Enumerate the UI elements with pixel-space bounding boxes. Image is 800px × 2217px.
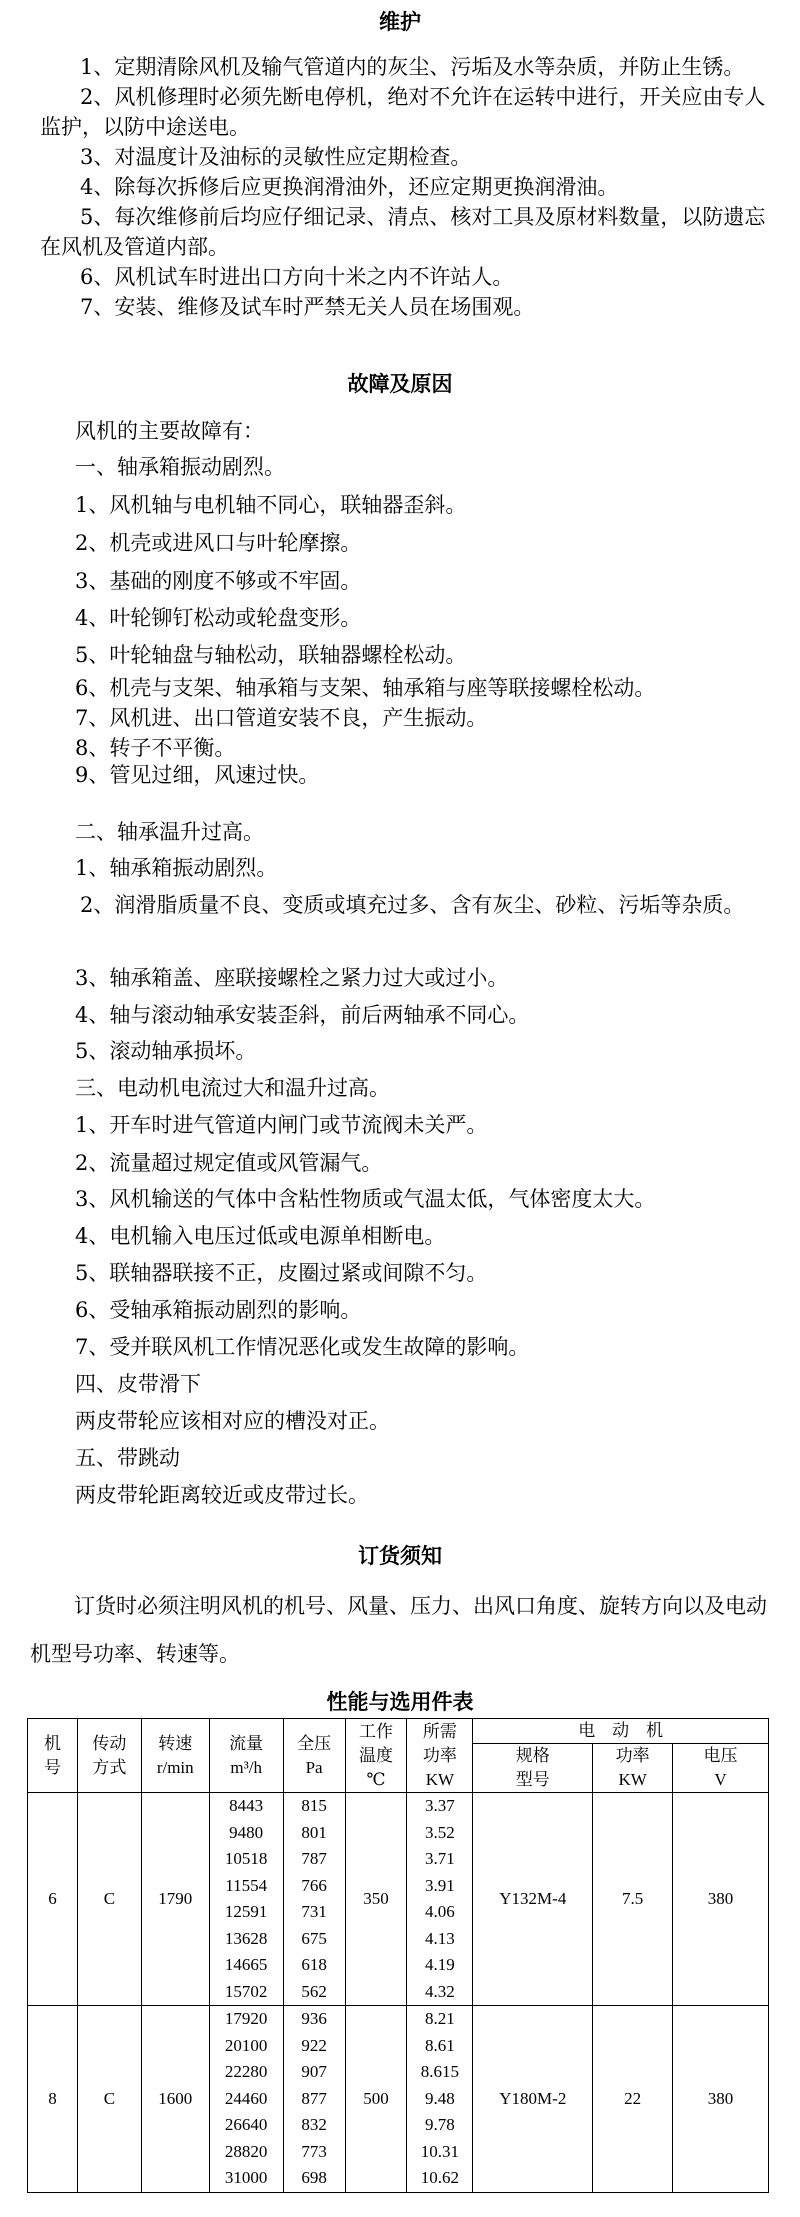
fault-item: 两皮带轮应该相对应的槽没对正。 [75,1409,390,1433]
cell-power-value: 4.06 [425,1902,455,1921]
ordering-text [30,1582,775,1678]
cell-motor-model: Y132M-4 [473,1793,593,2006]
maintenance-item: 1、定期清除风机及输气管道内的灰尘、污垢及水等杂质，并防止生锈。 [80,55,745,79]
fault-item: 2、机壳或进风口与叶轮摩擦。 [75,531,362,555]
cell-flow-value: 8443 [229,1796,264,1815]
header-text: 功率 [615,1746,650,1765]
cell-flow-value: 9480 [229,1822,264,1842]
cell-pressure-value: 815 [301,1796,327,1815]
cell-flow-value: 17920 [224,2009,268,2028]
cell-motor-model: Y180M-2 [473,2006,593,2193]
cell-pressure-value: 773 [301,2141,327,2161]
header-motor-power [593,1744,673,1793]
header-speed [141,1719,209,1793]
header-text: 功率 [422,1745,457,1765]
cell-temp: 500 [345,2006,407,2193]
cell-pressure-value: 936 [301,2009,327,2028]
header-power [407,1719,473,1793]
cell-flow-value: 26640 [224,2115,268,2134]
maintenance-item: 2、风机修理时必须先断电停机，绝对不允许在运转中进行，开关应由专人监护，以防中途送电。 [40,85,766,139]
cell-power-value: 10.62 [420,2168,460,2187]
cell-power-value: 8.615 [420,2062,460,2081]
header-text: 转速 [158,1733,193,1753]
fault-item: 4、轴与滚动轴承安装歪斜，前后两轴承不同心。 [75,1003,530,1027]
maintenance-item: 4、除每次拆修后应更换润滑油外，还应定期更换润滑油。 [80,175,619,199]
ordering-paragraph: 订货时必须注明风机的机号、风量、压力、出风口角度、旋转方向以及电动机型号功率、转速等。 [30,1594,767,1666]
cell-pressure [283,2006,345,2193]
faults-intro: 风机的主要故障有： [75,419,264,443]
cell-pressure-value: 922 [301,2035,327,2055]
cell-flow [209,1793,283,2006]
header-text: 所需 [422,1721,457,1741]
cell-power-value: 9.78 [425,2115,455,2134]
fault-section-heading: 五、带跳动 [75,1446,180,1470]
cell-power-value: 3.52 [425,1822,455,1842]
cell-motor-power: 22 [593,2006,673,2193]
header-text: ℃ [366,1769,386,1789]
fault-item: 1、风机轴与电机轴不同心，联轴器歪斜。 [75,493,467,517]
header-motor-model [473,1744,593,1793]
cell-power-value: 4.13 [425,1928,455,1948]
fault-item: 3、基础的刚度不够或不牢固。 [75,569,362,593]
fault-item: 5、联轴器联接不正，皮圈过紧或间隙不匀。 [75,1261,488,1285]
cell-motor-voltage: 380 [673,1793,769,2006]
table-row [28,2006,769,2193]
cell-speed: 1600 [141,2006,209,2193]
cell-power-value: 10.31 [420,2141,460,2161]
table-title: 性能与选用件表 [326,1690,474,1714]
cell-power-value: 8.61 [425,2035,455,2055]
header-text: 流量 [229,1733,264,1753]
cell-motor-voltage: 380 [673,2006,769,2193]
cell-power-value: 3.37 [425,1796,455,1815]
header-machine-no [28,1719,78,1793]
fault-item: 2、流量超过规定值或风管漏气。 [75,1151,383,1175]
maintenance-item: 7、安装、维修及试车时严禁无关人员在场围观。 [80,295,535,319]
cell-motor-power: 7.5 [593,1793,673,2006]
fault-item: 5、滚动轴承损坏。 [75,1039,257,1063]
cell-flow-value: 13628 [224,1928,268,1948]
header-text: 机 [43,1733,61,1753]
fault-item: 1、开车时进气管道内闸门或节流阀未关严。 [75,1113,488,1137]
header-text: 传动 [92,1733,127,1753]
fault-section-heading: 三、电动机电流过大和温升过高。 [75,1076,390,1100]
maintenance-item: 5、每次维修前后均应仔细记录、清点、核对工具及原材料数量，以防遗忘在风机及管道内部。 [40,205,766,259]
cell-pressure-value: 766 [301,1875,327,1895]
cell-pressure-value: 877 [301,2088,327,2108]
cell-flow-value: 14665 [224,1955,268,1974]
cell-flow-value: 10518 [224,1849,268,1868]
cell-pressure-value: 832 [301,2115,327,2134]
header-text: 方式 [92,1757,127,1777]
header-motor: 电 动 机 [473,1719,769,1744]
header-text: 电压 [703,1746,738,1765]
fault-item: 8、转子不平衡。 [75,736,236,760]
fault-item: 3、风机输送的气体中含粘性物质或气温太低，气体密度太大。 [75,1187,656,1211]
cell-flow-value: 31000 [224,2168,268,2187]
cell-power-value: 4.32 [425,1981,455,2001]
cell-pressure-value: 787 [301,1849,327,1868]
cell-machine-no: 6 [28,1793,78,2006]
header-drive [77,1719,141,1793]
fault-item: 7、风机进、出口管道安装不良，产生振动。 [75,706,488,730]
cell-drive: C [77,1793,141,2006]
fault-section-heading: 二、轴承温升过高。 [75,820,264,844]
cell-speed: 1790 [141,1793,209,2006]
cell-drive: C [77,2006,141,2193]
header-text: m³/h [230,1757,262,1777]
header-pressure [283,1719,345,1793]
maintenance-list [40,52,775,322]
table-body [28,1793,769,2193]
cell-pressure-value: 618 [301,1955,327,1974]
cell-power-value: 8.21 [425,2009,455,2028]
fault-item [40,890,775,920]
header-text: 型号 [515,1770,550,1789]
fault-item: 4、叶轮铆钉松动或轮盘变形。 [75,606,362,630]
fault-section-heading: 一、轴承箱振动剧烈。 [75,455,285,479]
header-text: 温度 [359,1745,393,1765]
header-text: KW [618,1770,647,1789]
cell-flow-value: 11554 [225,1875,268,1895]
cell-power [407,2006,473,2193]
cell-pressure-value: 907 [301,2062,327,2081]
cell-pressure-value: 731 [301,1902,327,1921]
fault-item: 4、电机输入电压过低或电源单相断电。 [75,1224,446,1248]
header-text: 工作 [359,1721,393,1741]
header-flow [209,1719,283,1793]
cell-pressure-value: 801 [301,1822,327,1842]
cell-flow-value: 20100 [224,2035,268,2055]
cell-flow-value: 24460 [224,2088,268,2108]
cell-flow [209,2006,283,2193]
header-text: r/min [156,1757,194,1777]
maintenance-title: 维护 [379,10,421,34]
header-text: V [714,1770,727,1789]
cell-flow-value: 12591 [224,1902,268,1921]
maintenance-item: 3、对温度计及油标的灵敏性应定期检查。 [80,145,472,169]
fault-item: 5、叶轮轴盘与轴松动，联轴器螺栓松动。 [75,643,467,667]
fault-item: 7、受并联风机工作情况恶化或发生故障的影响。 [75,1335,530,1359]
fault-item: 6、机壳与支架、轴承箱与支架、轴承箱与座等联接螺栓松动。 [75,676,656,700]
cell-pressure-value: 562 [301,1981,327,2001]
cell-pressure [283,1793,345,2006]
cell-power-value: 4.19 [425,1955,455,1974]
performance-table [27,1718,769,2193]
fault-section-heading: 四、皮带滑下 [75,1372,201,1396]
header-motor-voltage [673,1744,769,1793]
maintenance-item: 6、风机试车时进出口方向十米之内不许站人。 [80,265,514,289]
header-text: Pa [305,1757,323,1777]
cell-power-value: 3.91 [425,1875,455,1895]
cell-power [407,1793,473,2006]
header-text: KW [425,1769,455,1789]
cell-pressure-value: 675 [301,1928,327,1948]
cell-machine-no: 8 [28,2006,78,2193]
cell-flow-value: 28820 [224,2141,268,2161]
header-text: 号 [43,1757,61,1777]
faults-title: 故障及原因 [347,372,453,396]
fault-item: 两皮带轮距离较近或皮带过长。 [75,1483,369,1507]
fault-item: 1、轴承箱振动剧烈。 [75,856,278,880]
cell-flow-value: 15702 [224,1981,268,2001]
header-temp [345,1719,407,1793]
ordering-title: 订货须知 [358,1544,442,1568]
fault-item: 6、受轴承箱振动剧烈的影响。 [75,1298,362,1322]
header-text: 规格 [515,1746,550,1765]
cell-power-value: 3.71 [425,1849,455,1868]
cell-power-value: 9.48 [425,2088,455,2108]
fault-item: 9、管见过细，风速过快。 [75,763,320,787]
table-row [28,1793,769,2006]
cell-flow-value: 22280 [224,2062,268,2081]
fault-item: 3、轴承箱盖、座联接螺栓之紧力过大或过小。 [75,966,509,990]
cell-pressure-value: 698 [301,2168,327,2187]
fault-item-text: 2、润滑脂质量不良、变质或填充过多、含有灰尘、砂粒、污垢等杂质。 [80,893,745,917]
cell-temp: 350 [345,1793,407,2006]
header-text: 全压 [297,1733,332,1753]
